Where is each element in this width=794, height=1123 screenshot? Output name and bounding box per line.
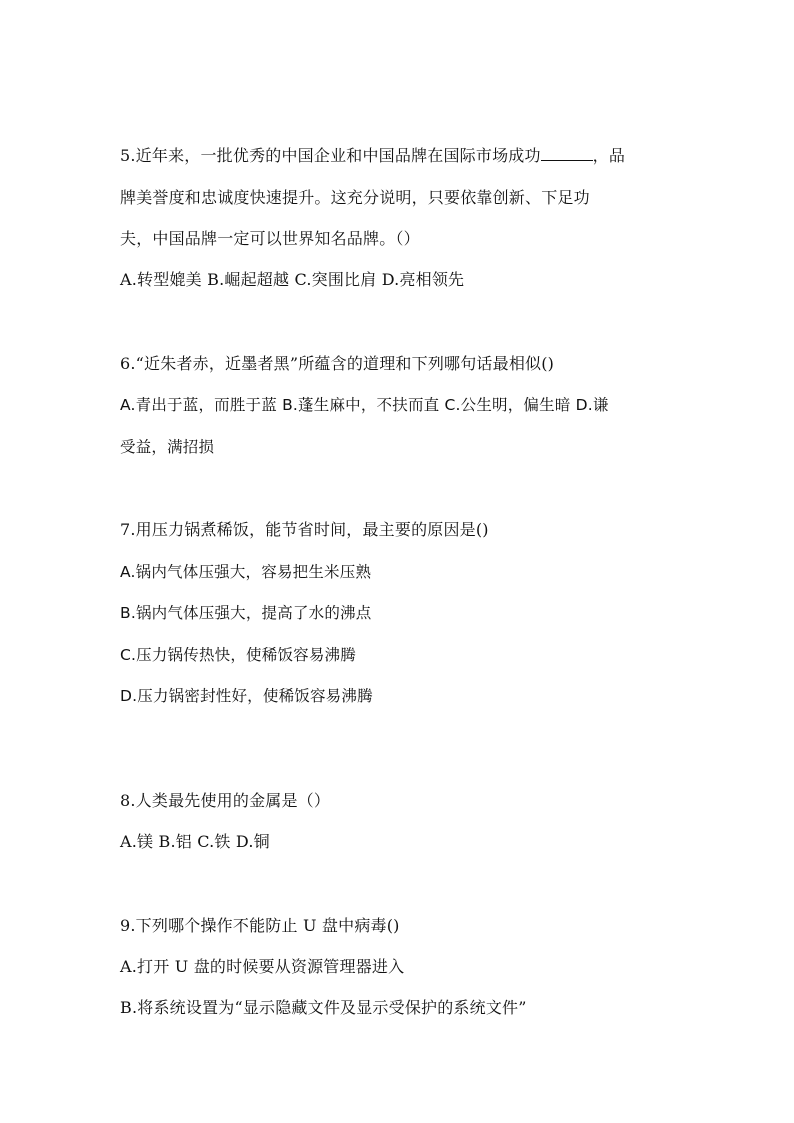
question-5-line-3: 夫，中国品牌一定可以世界知名品牌。（） <box>120 229 420 248</box>
question-9-stem: 9.下列哪个操作不能防止 U 盘中病毒() <box>120 916 400 935</box>
question-6-stem: 6.“近朱者赤，近墨者黑”所蕴含的道理和下列哪句话最相似() <box>120 354 555 373</box>
question-5-line-2: 牌美誉度和忠诚度快速提升。这充分说明，只要依靠创新、下足功 <box>120 188 590 207</box>
question-5-text-part-2: ，品 <box>592 146 626 165</box>
question-7-option-a: A.锅内气体压强大，容易把生米压熟 <box>120 563 372 581</box>
question-9-option-a: A.打开 U 盘的时候要从资源管理器进入 <box>120 957 405 976</box>
question-8-options: A.镁 B.铝 C.铁 D.铜 <box>120 832 270 851</box>
question-7-option-d: D.压力锅密封性好，使稀饭容易沸腾 <box>120 687 373 705</box>
answer-blank <box>541 146 593 161</box>
question-7-stem: 7.用压力锅煮稀饭，能节省时间，最主要的原因是() <box>120 520 489 539</box>
question-9-option-b: B.将系统设置为“显示隐藏文件及显示受保护的系统文件” <box>120 998 527 1017</box>
question-7-option-b: B.锅内气体压强大，提高了水的沸点 <box>120 604 372 622</box>
question-6-options-line-2: 受益，满招损 <box>120 438 215 456</box>
question-6-options-line-1: A.青出于蓝，而胜于蓝 B.蓬生麻中，不扶而直 C.公生明，偏生暗 D.谦 <box>120 396 609 414</box>
question-8-stem: 8.人类最先使用的金属是（） <box>120 791 331 810</box>
question-5-line-1 <box>120 146 625 166</box>
question-5-text-part-1: 5.近年来，一批优秀的中国企业和中国品牌在国际市场成功 <box>120 146 541 165</box>
question-7-option-c: C.压力锅传热快，使稀饭容易沸腾 <box>120 646 356 664</box>
question-5-options: A.转型媲美 B.崛起超越 C.突围比肩 D.亮相领先 <box>120 270 465 289</box>
